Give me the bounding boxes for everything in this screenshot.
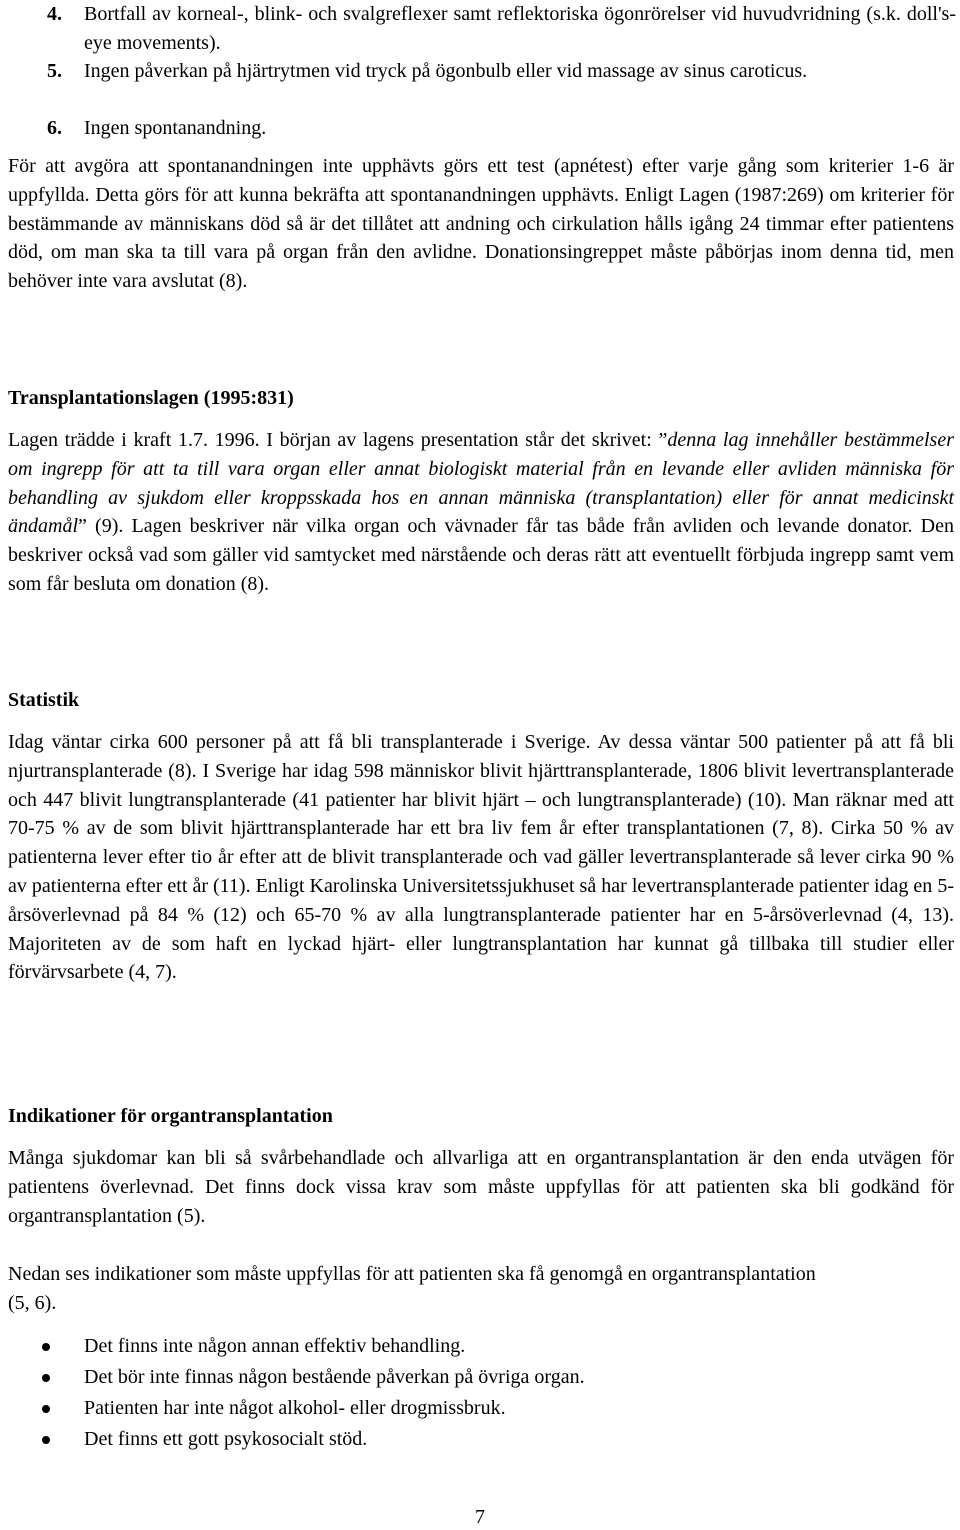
list-item-6 bbox=[8, 114, 956, 143]
bullet-item bbox=[8, 1393, 908, 1424]
heading-statistik: Statistik bbox=[8, 689, 80, 711]
bullet-icon bbox=[42, 1374, 50, 1382]
bullet-text: Det bör inte finnas någon bestående påverkan på övriga organ. bbox=[84, 1366, 585, 1388]
list-item-5 bbox=[8, 57, 956, 86]
paragraph-text-start: Lagen trädde i kraft 1.7. 1996. I början av lagens presentation står det skrivet: ” bbox=[8, 429, 668, 451]
bullet-text: Det finns inte någon annan effektiv behandling. bbox=[84, 1335, 466, 1357]
bullet-item bbox=[8, 1362, 908, 1393]
indikationer-intro-paragraph: Nedan ses indikationer som måste uppfyllas för att patienten ska få genomgå en organtransplantation (5, 6). bbox=[8, 1263, 816, 1314]
transplantationslagen-paragraph bbox=[8, 426, 954, 599]
list-item-4 bbox=[8, 0, 956, 58]
bullet-text: Patienten har inte något alkohol- eller drogmissbruk. bbox=[84, 1397, 506, 1419]
list-number: 6. bbox=[47, 117, 62, 139]
list-number: 4. bbox=[47, 3, 62, 25]
heading-transplantationslagen: Transplantationslagen (1995:831) bbox=[8, 387, 294, 409]
bullet-text: Det finns ett gott psykosocialt stöd. bbox=[84, 1428, 368, 1450]
paragraph-text-end: ” (9). Lagen beskriver när vilka organ och vävnader får tas både från avliden och levande donator. Den beskriver också vad som gäller vid samtycket med närstående och deras rätt att eventuellt förbjuda ingrepp samt vem som får besluta om donation (8). bbox=[8, 515, 954, 595]
law-quote: denna lag innehåller bestämmelser om ingrepp för att ta till vara organ eller annat biologiskt material från en levande eller avliden människa för behandling av sjukdom eller kroppsskada hos en annan människa (transplantation) eller för annat medicinskt ändamål bbox=[8, 429, 954, 538]
list-text: Ingen spontanandning. bbox=[84, 117, 267, 139]
page-number: 7 bbox=[475, 1506, 485, 1528]
indication-bullet-list bbox=[8, 1331, 908, 1455]
heading-indikationer: Indikationer för organtransplantation bbox=[8, 1105, 333, 1127]
bullet-icon bbox=[42, 1405, 50, 1413]
indikationer-paragraph: Många sjukdomar kan bli så svårbehandlade och allvarliga att en organtransplantation är den enda utvägen för patientens överlevnad. Det finns dock vissa krav som måste uppfyllas för att patienten ska bli godkänd för organtransplantation (5). bbox=[8, 1147, 954, 1227]
bullet-icon bbox=[42, 1436, 50, 1444]
bullet-item bbox=[8, 1424, 908, 1455]
apnea-test-paragraph: För att avgöra att spontanandningen inte upphävts görs ett test (apnétest) efter varje gång som kriterier 1-6 är uppfyllda. Detta görs för att kunna bekräfta att spontanandningen upphävts. Enligt Lagen (1987:269) om kriterier för bestämmande av människans död så är det tillåtet att andning och cirkulation hålls igång 24 timmar efter patientens död, om man ska ta till vara på organ från den avlidne. Donationsingreppet måste påbörjas inom denna tid, men behöver inte vara avslutat (8). bbox=[8, 155, 954, 293]
list-text: Bortfall av korneal-, blink- och svalgreflexer samt reflektoriska ögonrörelser vid huvudvridning (s.k. doll's-eye movements). bbox=[84, 3, 956, 54]
bullet-item bbox=[8, 1331, 908, 1362]
statistik-paragraph: Idag väntar cirka 600 personer på att få bli transplanterade i Sverige. Av dessa väntar 500 patienter på att få bli njurtransplanterade (8). I Sverige har idag 598 människor blivit hjärttransplanterade, 1806 blivit levertransplanterade och 447 blivit lungtransplanterade (41 patienter har blivit hjärt – och lungtransplanterade) (10). Man räknar med att 70-75 % av de som blivit hjärttransplanterade har ett bra liv fem år efter transplantationen (7, 8). Cirka 50 % av patienterna lever efter tio år efter att de blivit transplanterade och vad gäller levertransplanterade så lever cirka 90 % av patienterna efter ett år (11). Enligt Karolinska Universitetssjukhuset så har levertransplanterade patienter idag en 5-årsöverlevnad på 84 % (12) och 65-70 % av alla lungtransplanterade patienter har en 5-årsöverlevnad (4, 13). Majoriteten av de som haft en lyckad hjärt- eller lungtransplantation har kunnat gå tillbaka till studier eller förvärvsarbete (4, 7). bbox=[8, 731, 954, 984]
list-number: 5. bbox=[47, 60, 62, 82]
bullet-icon bbox=[42, 1343, 50, 1351]
list-text: Ingen påverkan på hjärtrytmen vid tryck på ögonbulb eller vid massage av sinus caroticus. bbox=[84, 60, 808, 82]
